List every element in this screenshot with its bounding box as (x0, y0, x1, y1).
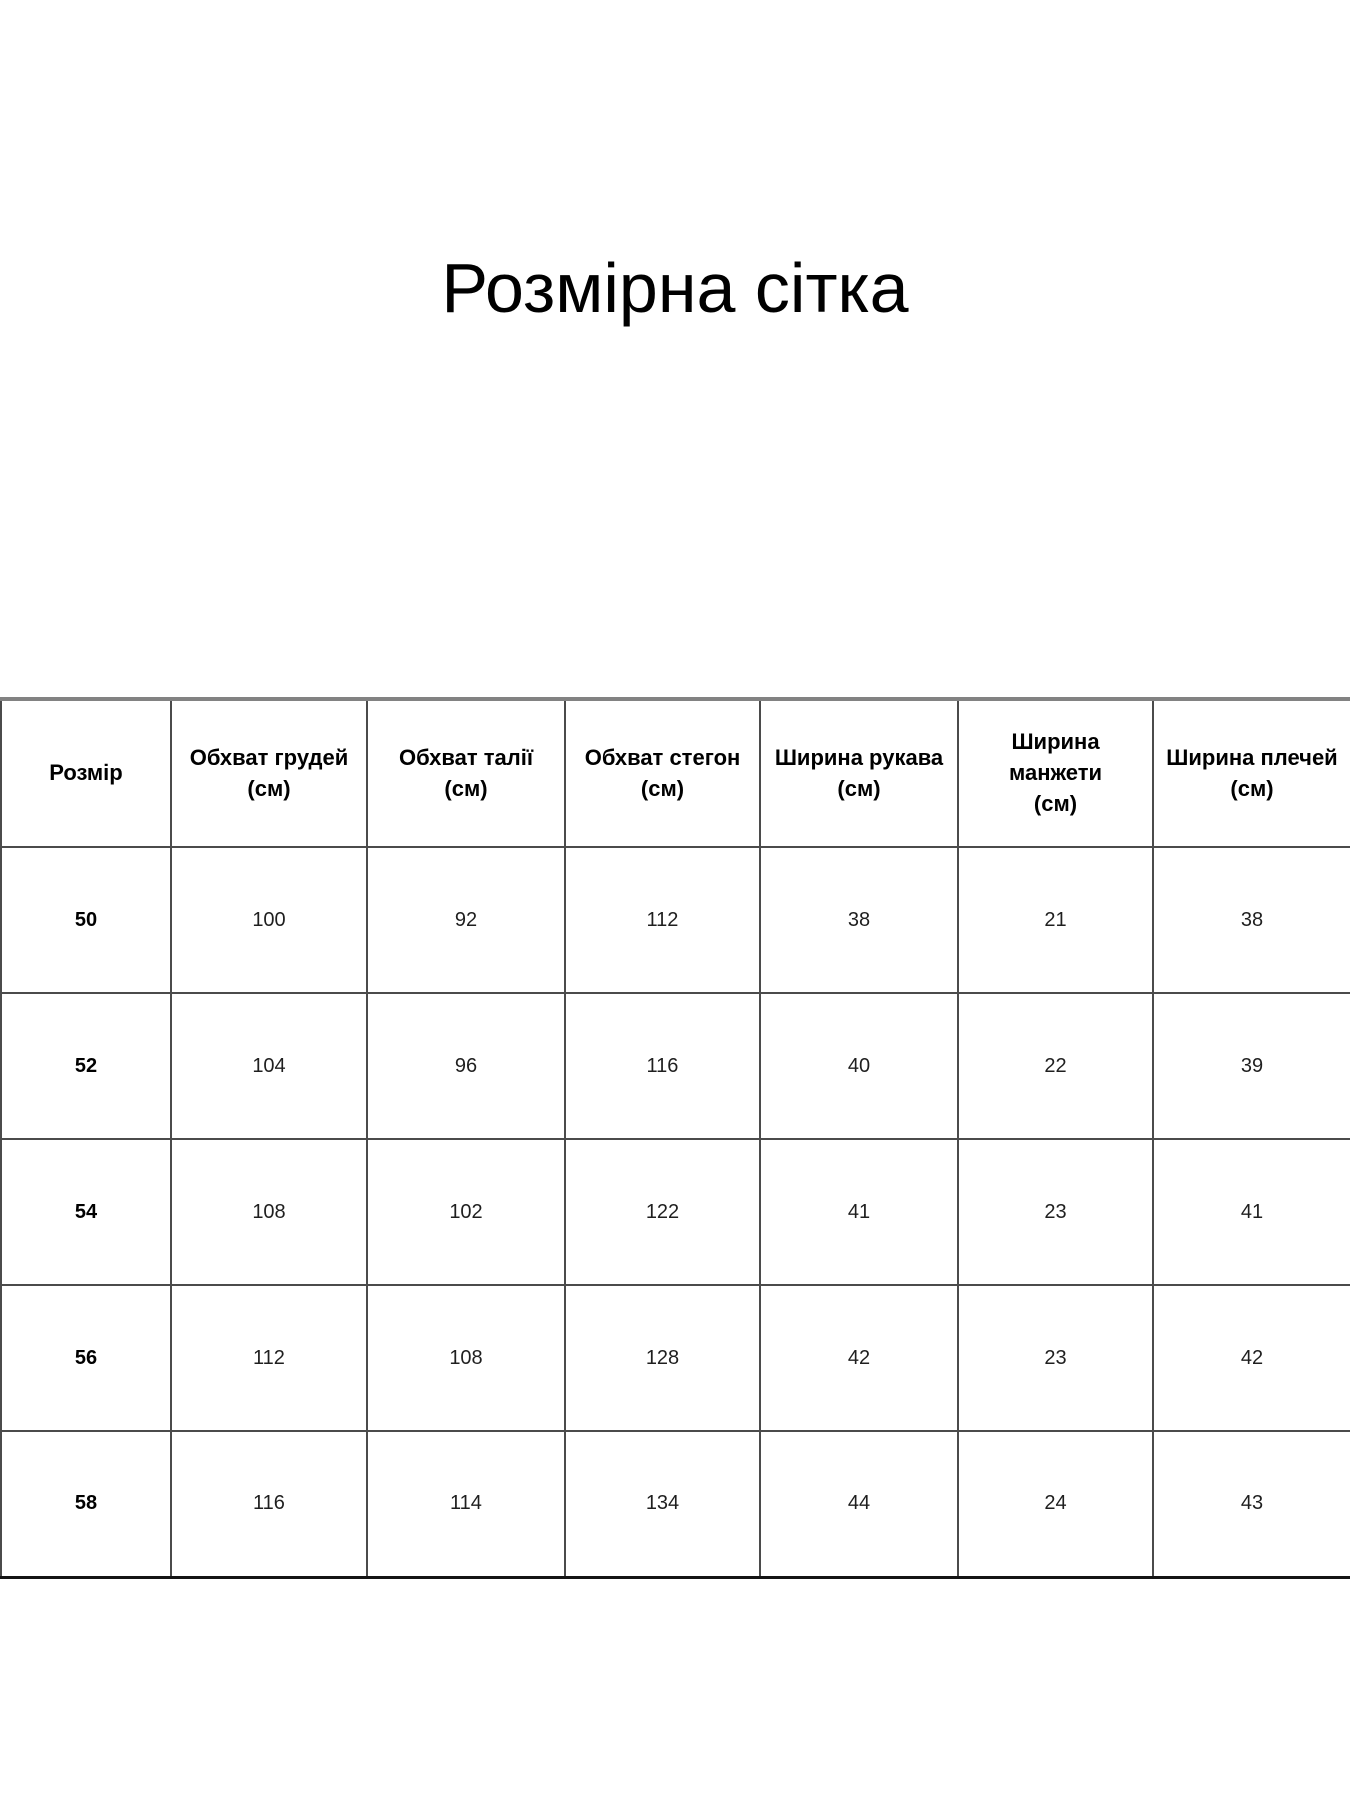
table-cell: 102 (367, 1139, 565, 1285)
table-cell: 23 (958, 1139, 1153, 1285)
column-header-line: Ширина рукава (774, 744, 944, 770)
table-cell: 134 (565, 1431, 760, 1577)
column-header-line: Обхват стегон (584, 744, 741, 770)
table-cell: 38 (1153, 847, 1350, 993)
table-cell: 116 (171, 1431, 367, 1577)
table-cell: 112 (171, 1285, 367, 1431)
header-row (1, 699, 1350, 847)
column-header-shoulders (1153, 699, 1350, 847)
column-header-cuff (958, 699, 1153, 847)
table-cell: 122 (565, 1139, 760, 1285)
table-cell: 41 (1153, 1139, 1350, 1285)
size-cell: 58 (1, 1431, 171, 1577)
column-header-chest (171, 699, 367, 847)
table-row (1, 1431, 1350, 1577)
table-cell: 22 (958, 993, 1153, 1139)
table-cell: 42 (760, 1285, 958, 1431)
table-cell: 116 (565, 993, 760, 1139)
page-title: Розмірна сітка (441, 249, 909, 327)
table-cell: 92 (367, 847, 565, 993)
column-header-size (1, 699, 171, 847)
table-cell: 108 (171, 1139, 367, 1285)
column-header-line: (см) (247, 775, 291, 801)
size-cell: 54 (1, 1139, 171, 1285)
table-row (1, 1139, 1350, 1285)
column-header-line: (см) (640, 775, 685, 801)
table-cell: 96 (367, 993, 565, 1139)
size-table (0, 697, 1350, 1579)
column-header-waist (367, 699, 565, 847)
table-cell: 108 (367, 1285, 565, 1431)
table-row (1, 993, 1350, 1139)
column-header-line: Ширина манжети (1008, 729, 1103, 786)
table-cell: 100 (171, 847, 367, 993)
table-row (1, 1285, 1350, 1431)
table-cell: 21 (958, 847, 1153, 993)
table-cell: 114 (367, 1431, 565, 1577)
table-cell: 104 (171, 993, 367, 1139)
size-cell: 56 (1, 1285, 171, 1431)
table-cell: 44 (760, 1431, 958, 1577)
table-cell: 38 (760, 847, 958, 993)
column-header-sleeve (760, 699, 958, 847)
table-cell: 41 (760, 1139, 958, 1285)
column-header-line: Обхват грудей (189, 744, 349, 770)
table-cell: 23 (958, 1285, 1153, 1431)
table-cell: 128 (565, 1285, 760, 1431)
table-cell: 39 (1153, 993, 1350, 1139)
column-header-line: (см) (1230, 775, 1274, 801)
column-header-line: Обхват талії (см) (398, 744, 534, 801)
table-cell: 24 (958, 1431, 1153, 1577)
table-cell: 40 (760, 993, 958, 1139)
column-header-line: (см) (837, 775, 881, 801)
table-cell: 112 (565, 847, 760, 993)
size-cell: 52 (1, 993, 171, 1139)
table-cell: 42 (1153, 1285, 1350, 1431)
size-cell: 50 (1, 847, 171, 993)
column-header-line: Розмір (49, 760, 123, 786)
column-header-hips (565, 699, 760, 847)
table-cell: 43 (1153, 1431, 1350, 1577)
column-header-line: (см) (1033, 790, 1078, 816)
table-row (1, 847, 1350, 993)
column-header-line: Ширина плечей (1166, 744, 1338, 770)
